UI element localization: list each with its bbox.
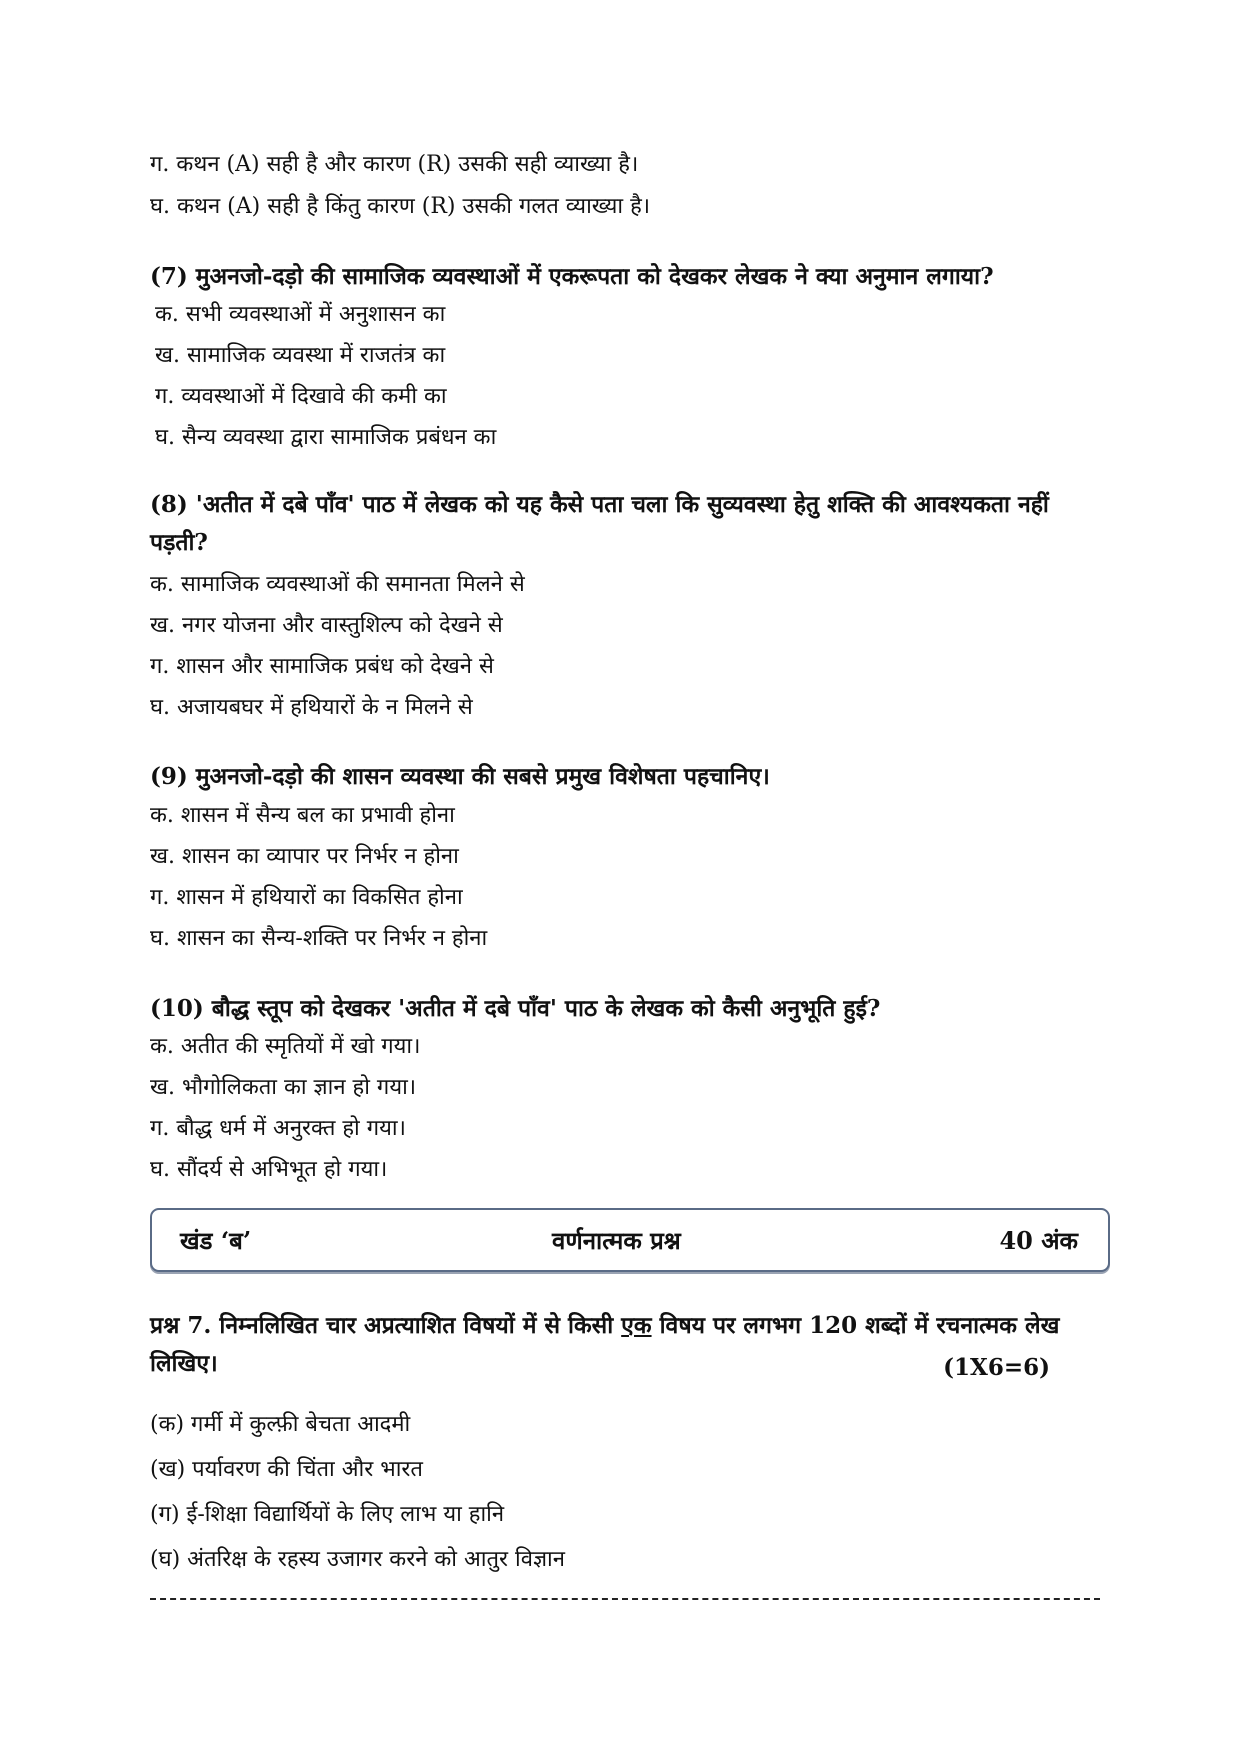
bottom-dashed-divider	[150, 1598, 1100, 1600]
section-name: खंड ‘ब’	[180, 1226, 252, 1255]
q9-option-gha: घ. शासन का सैन्य-शक्ति पर निर्भर न होना	[150, 926, 488, 951]
section-title: वर्णनात्मक प्रश्न	[552, 1226, 681, 1255]
prashn7-option-ga: (ग) ई-शिक्षा विद्यार्थियों के लिए लाभ या हानि	[150, 1502, 505, 1527]
q7-option-gha: घ. सैन्य व्यवस्था द्वारा सामाजिक प्रबंधन का	[155, 425, 497, 450]
q9-option-ka: क. शासन में सैन्य बल का प्रभावी होना	[150, 803, 455, 828]
section-header-box	[150, 1208, 1110, 1272]
question-prashn-7	[150, 1307, 1100, 1391]
section-marks: 40 अंक	[999, 1226, 1078, 1255]
q7-option-ga: ग. व्यवस्थाओं में दिखावे की कमी का	[155, 384, 447, 409]
q8-option-gha: घ. अजायबघर में हथियारों के न मिलने से	[150, 695, 473, 720]
q10-option-kha: ख. भौगोलिकता का ज्ञान हो गया।	[150, 1075, 417, 1100]
prashn7-text-after: विषय पर लगभग 120 शब्दों में रचनात्मक लेख लिखिए।	[150, 1312, 1060, 1377]
question-8: (8) 'अतीत में दबे पाँव' पाठ में लेखक को यह कैसे पता चला कि सुव्यवस्था हेतु शक्ति की आवश्यकता नहीं पड़ती?	[150, 491, 1049, 556]
prashn7-underlined-word: एक	[621, 1312, 652, 1339]
q8-option-kha: ख. नगर योजना और वास्तुशिल्प को देखने से	[150, 613, 503, 638]
question-7: (7) मुअनजो-दड़ो की सामाजिक व्यवस्थाओं में एकरूपता को देखकर लेखक ने क्या अनुमान लगाया?	[150, 263, 994, 290]
q9-option-ga: ग. शासन में हथियारों का विकसित होना	[150, 885, 463, 910]
q10-option-ga: ग. बौद्ध धर्म में अनुरक्त हो गया।	[150, 1116, 406, 1141]
q9-option-kha: ख. शासन का व्यापार पर निर्भर न होना	[150, 844, 459, 869]
q7-option-kha: ख. सामाजिक व्यवस्था में राजतंत्र का	[155, 343, 446, 368]
q8-option-ga: ग. शासन और सामाजिक प्रबंध को देखने से	[150, 654, 494, 679]
q10-option-gha: घ. सौंदर्य से अभिभूत हो गया।	[150, 1157, 388, 1182]
q8-option-ka: क. सामाजिक व्यवस्थाओं की समानता मिलने से	[150, 572, 525, 597]
prashn7-option-kha: (ख) पर्यावरण की चिंता और भारत	[150, 1457, 423, 1482]
prashn7-marks: (1X6=6)	[943, 1354, 1050, 1381]
prashn7-option-gha: (घ) अंतरिक्ष के रहस्य उजागर करने को आतुर विज्ञान	[150, 1547, 565, 1572]
q10-option-ka: क. अतीत की स्मृतियों में खो गया।	[150, 1034, 421, 1059]
prashn7-option-ka: (क) गर्मी में कुल्फ़ी बेचता आदमी	[150, 1412, 411, 1437]
prev-option-g: ग. कथन (A) सही है और कारण (R) उसकी सही व्याख्या है।	[150, 152, 639, 177]
question-10: (10) बौद्ध स्तूप को देखकर 'अतीत में दबे पाँव' पाठ के लेखक को कैसी अनुभूति हुई?	[150, 995, 881, 1022]
prev-option-gh: घ. कथन (A) सही है किंतु कारण (R) उसकी गलत व्याख्या है।	[150, 194, 651, 219]
prashn7-text-before: प्रश्न 7. निम्नलिखित चार अप्रत्याशित विषयों में से किसी	[150, 1312, 622, 1339]
q7-option-ka: क. सभी व्यवस्थाओं में अनुशासन का	[155, 302, 446, 327]
question-9: (9) मुअनजो-दड़ो की शासन व्यवस्था की सबसे प्रमुख विशेषता पहचानिए।	[150, 763, 770, 790]
